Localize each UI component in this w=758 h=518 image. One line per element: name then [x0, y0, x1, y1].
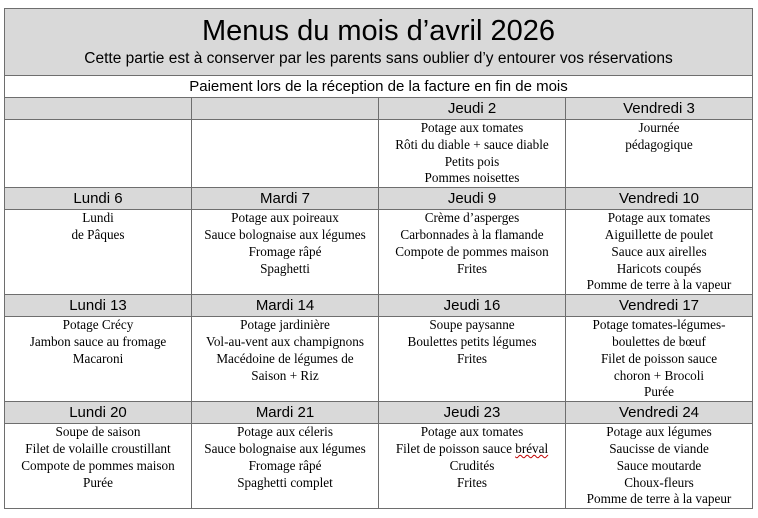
- menu-cell: [5, 120, 192, 188]
- menu-item: [379, 227, 565, 244]
- menu-row: [5, 120, 753, 188]
- menu-item-text: Lundi: [82, 210, 114, 226]
- menu-item: [566, 351, 752, 368]
- menu-item-text: choron + Brocoli: [613, 367, 705, 383]
- menu-item-text: Pomme de terre à la vapeur: [586, 491, 732, 507]
- menu-item-text: Compote de pommes maison: [21, 457, 175, 473]
- menu-item-text: Sauce moutarde: [616, 457, 702, 473]
- menu-item: [192, 351, 378, 368]
- menu-item: [566, 475, 752, 492]
- menu-item-text: Macédoine de légumes de: [216, 350, 354, 366]
- day-header-row: [5, 295, 753, 317]
- menu-cell: [5, 210, 192, 295]
- menu-item: [379, 441, 565, 458]
- menu-cell: [379, 317, 566, 402]
- menu-item: [5, 424, 191, 441]
- day-header: Vendredi 3: [566, 98, 753, 120]
- menu-item-text: de Pâques: [71, 226, 125, 242]
- menu-item: [566, 210, 752, 227]
- menu-row: [5, 317, 753, 402]
- menu-item: [379, 351, 565, 368]
- menu-cell: [5, 317, 192, 402]
- menu-item-text: Potage aux tomates: [607, 210, 711, 226]
- menu-item: [192, 424, 378, 441]
- menu-item-text: Boulettes petits légumes: [407, 333, 537, 349]
- menu-cell: [5, 424, 192, 509]
- menu-item: [566, 384, 752, 401]
- menu-item-text: Fromage râpé: [248, 457, 322, 473]
- menu-item: [379, 334, 565, 351]
- menu-item: [379, 210, 565, 227]
- menu-item-text: Potage aux céleris: [237, 424, 333, 440]
- menu-item: [5, 227, 191, 244]
- menu-item-text: Potage aux poireaux: [231, 210, 339, 226]
- menu-item: [566, 424, 752, 441]
- day-header: Mardi 7: [192, 188, 379, 210]
- menu-item: [379, 120, 565, 137]
- menu-item-text: Crudités: [449, 457, 495, 473]
- menu-item: [379, 317, 565, 334]
- menu-item: [379, 154, 565, 171]
- day-header: Vendredi 17: [566, 295, 753, 317]
- menu-item: [379, 137, 565, 154]
- menu-item-text: Sauce aux airelles: [611, 243, 707, 259]
- day-header-row: [5, 402, 753, 424]
- menu-item: [379, 170, 565, 187]
- menu-cell: [566, 317, 753, 402]
- menu-cell: [566, 120, 753, 188]
- menu-item-text: Sauce bolognaise aux légumes: [204, 226, 366, 242]
- menu-item: [192, 475, 378, 492]
- menu-item: [192, 317, 378, 334]
- menu-item: [566, 458, 752, 475]
- menu-row: [5, 210, 753, 295]
- menu-item-text: Sauce bolognaise aux légumes: [204, 440, 366, 456]
- menu-item: [566, 317, 752, 334]
- menu-item: [566, 261, 752, 278]
- menu-cell: [192, 317, 379, 402]
- day-header: Mardi 14: [192, 295, 379, 317]
- menu-item-text: Frites: [456, 350, 488, 366]
- day-header: Lundi 13: [5, 295, 192, 317]
- menu-item-text: Compote de pommes maison: [395, 243, 549, 259]
- menu-item-text: Potage aux tomates: [420, 424, 524, 440]
- day-header: Lundi 20: [5, 402, 192, 424]
- menu-item: [5, 317, 191, 334]
- menu-item-text: Pommes noisettes: [424, 170, 520, 186]
- menu-cell: [379, 120, 566, 188]
- menu-item-text: Spaghetti: [260, 260, 310, 276]
- menu-item: [5, 210, 191, 227]
- menu-item: [192, 441, 378, 458]
- menu-item-text: pédagogique: [625, 136, 693, 152]
- menu-item-text: Filet de poisson sauce: [395, 440, 516, 456]
- menu-item: [5, 334, 191, 351]
- menu-item: [566, 227, 752, 244]
- menu-cell: [566, 424, 753, 509]
- menu-item: [566, 244, 752, 261]
- menu-cell: [379, 424, 566, 509]
- menu-item-text: Potage Crécy: [62, 317, 134, 333]
- menu-item: [5, 441, 191, 458]
- menu-item: [566, 491, 752, 508]
- day-header: [5, 98, 192, 120]
- title-cell: [5, 9, 753, 76]
- menu-row: [5, 424, 753, 509]
- day-header: Jeudi 2: [379, 98, 566, 120]
- page-subtitle: Cette partie est à conserver par les parents sans oublier d’y entourer vos réservations: [84, 50, 673, 67]
- menu-item-text: Saison + Riz: [251, 367, 319, 383]
- menu-item-text: Potage aux tomates: [420, 120, 524, 135]
- menu-item-text: Fromage râpé: [248, 243, 322, 259]
- menu-item: [192, 261, 378, 278]
- menu-item-text: Filet de volaille croustillant: [25, 440, 171, 456]
- day-header: Jeudi 23: [379, 402, 566, 424]
- menu-item-text: Frites: [456, 474, 488, 490]
- menu-item-text: Saucisse de viande: [609, 440, 709, 456]
- day-header: Vendredi 24: [566, 402, 753, 424]
- menu-item-text: Potage jardinière: [240, 317, 330, 333]
- menu-cell: [192, 424, 379, 509]
- day-header: Mardi 21: [192, 402, 379, 424]
- menu-item: [5, 458, 191, 475]
- menu-cell: [566, 210, 753, 295]
- menu-item-text: Purée: [643, 384, 675, 400]
- menu-item-text: Pomme de terre à la vapeur: [586, 277, 732, 293]
- menu-item-text: Petits pois: [444, 153, 500, 169]
- menu-item: [379, 458, 565, 475]
- spellcheck-word: bréval: [515, 440, 549, 456]
- day-header: Vendredi 10: [566, 188, 753, 210]
- menu-item-text: Potage tomates-légumes-: [592, 317, 726, 333]
- menu-item: [379, 261, 565, 278]
- menu-item-text: Vol-au-vent aux champignons: [206, 333, 364, 349]
- menu-item: [379, 244, 565, 261]
- menu-item: [566, 277, 752, 294]
- menu-item-text: Rôti du diable + sauce diable: [395, 136, 549, 152]
- day-header: Jeudi 9: [379, 188, 566, 210]
- page-title: Menus du mois d’avril 2026: [201, 15, 555, 47]
- menu-item-text: Frites: [456, 260, 488, 276]
- menu-item-text: Filet de poisson sauce: [600, 350, 718, 366]
- day-header: Jeudi 16: [379, 295, 566, 317]
- menu-item: [5, 351, 191, 368]
- menu-item-text: Crème d’asperges: [424, 210, 520, 226]
- menu-item: [192, 244, 378, 261]
- menu-item: [566, 137, 752, 154]
- menu-item-text: Aiguillette de poulet: [604, 226, 714, 242]
- menu-item: [192, 210, 378, 227]
- menu-item: [192, 227, 378, 244]
- menu-item-text: Potage aux légumes: [606, 424, 712, 440]
- menu-item: [566, 120, 752, 137]
- menu-cell: [192, 210, 379, 295]
- menu-table: [4, 8, 753, 509]
- day-header: [192, 98, 379, 120]
- menu-item: [5, 475, 191, 492]
- menu-item: [566, 441, 752, 458]
- menu-cell: [379, 210, 566, 295]
- menu-item-text: Purée: [82, 474, 114, 490]
- menu-item: [192, 368, 378, 385]
- day-header-row: [5, 188, 753, 210]
- menu-item-text: Soupe paysanne: [429, 317, 515, 333]
- menu-cell: [192, 120, 379, 188]
- menu-item-text: Jambon sauce au fromage: [29, 333, 167, 349]
- menu-item: [192, 334, 378, 351]
- menu-item-text: Macaroni: [72, 350, 124, 366]
- menu-item-text: Journée: [638, 120, 680, 135]
- menu-item-text: Spaghetti complet: [237, 474, 333, 490]
- menu-item-text: Carbonnades à la flamande: [400, 226, 544, 242]
- menu-item-text: Choux-fleurs: [624, 474, 694, 490]
- menu-item: [192, 458, 378, 475]
- payment-note: Paiement lors de la réception de la facture en fin de mois: [5, 76, 753, 98]
- menu-item: [566, 334, 752, 351]
- day-header: Lundi 6: [5, 188, 192, 210]
- menu-item: [379, 424, 565, 441]
- menu-item-text: Haricots coupés: [616, 260, 702, 276]
- menu-item: [566, 368, 752, 385]
- menu-item: [379, 475, 565, 492]
- day-header-row: [5, 98, 753, 120]
- menu-item-text: Soupe de saison: [55, 424, 141, 440]
- menu-item-text: boulettes de bœuf: [612, 333, 706, 349]
